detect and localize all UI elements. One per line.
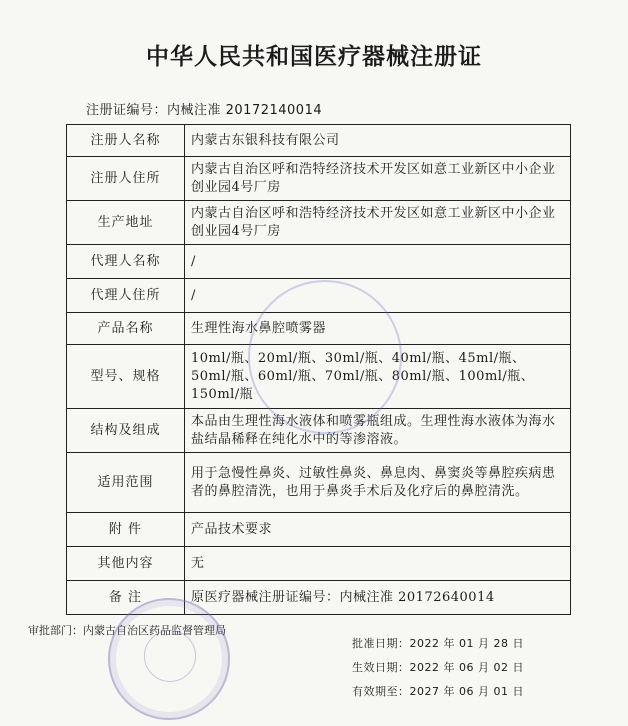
row-value: 本品由生理性海水液体和喷雾瓶组成。生理性海水液体为海水盐结晶稀释在纯化水中的等渗溶液。: [185, 409, 571, 453]
date-block: [352, 632, 524, 704]
row-value: 无: [185, 547, 571, 581]
embossed-seal: [248, 280, 402, 434]
row-value: 10ml/瓶、20ml/瓶、30ml/瓶、40ml/瓶、45ml/瓶、50ml/瓶、60ml/瓶、70ml/瓶、80ml/瓶、100ml/瓶、150ml/瓶: [185, 345, 571, 409]
approval-date: 批准日期：2022 年 01 月 28 日: [352, 637, 524, 650]
row-value: 内蒙古自治区呼和浩特经济技术开发区如意工业新区中小企业创业园4号厂房: [185, 201, 571, 245]
row-label: 生产地址: [67, 201, 185, 245]
row-label: 备 注: [67, 581, 185, 615]
registration-number: 注册证编号：内械注准 20172140014: [86, 103, 323, 118]
row-value: 内蒙古东银科技有限公司: [185, 125, 571, 157]
row-label: 代理人住所: [67, 279, 185, 313]
row-label: 注册人名称: [67, 125, 185, 157]
row-label: 型号、规格: [67, 345, 185, 409]
table-row: [67, 157, 571, 201]
table-row: [67, 513, 571, 547]
row-value: 内蒙古自治区呼和浩特经济技术开发区如意工业新区中小企业创业园4号厂房: [185, 157, 571, 201]
effective-date: 生效日期：2022 年 06 月 02 日: [352, 661, 524, 674]
official-stamp: [108, 598, 230, 720]
table-row: [67, 125, 571, 157]
issuing-authority: 审批部门：内蒙古自治区药品监督管理局: [28, 624, 226, 637]
table-row: [67, 547, 571, 581]
row-label: 适用范围: [67, 453, 185, 513]
stamp-emblem: [144, 630, 196, 682]
row-label: 附 件: [67, 513, 185, 547]
certificate-title: 中华人民共和国医疗器械注册证: [146, 44, 482, 70]
row-value: 生理性海水鼻腔喷雾器: [185, 313, 571, 345]
row-value: 用于急慢性鼻炎、过敏性鼻炎、鼻息肉、鼻窦炎等鼻腔疾病患者的鼻腔清洗，也用于鼻炎手术后及化疗后的鼻腔清洗。: [185, 453, 571, 513]
row-label: 代理人名称: [67, 245, 185, 279]
table-row: [67, 245, 571, 279]
row-value: /: [185, 279, 571, 313]
row-label: 注册人住所: [67, 157, 185, 201]
expiry-date: 有效期至：2027 年 06 月 01 日: [352, 685, 524, 698]
table-row: [67, 201, 571, 245]
row-value: 产品技术要求: [185, 513, 571, 547]
row-value: /: [185, 245, 571, 279]
row-label: 其他内容: [67, 547, 185, 581]
row-label: 结构及组成: [67, 409, 185, 453]
row-label: 产品名称: [67, 313, 185, 345]
table-row: [67, 453, 571, 513]
row-value: 原医疗器械注册证编号：内械注准 20172640014: [185, 581, 571, 615]
